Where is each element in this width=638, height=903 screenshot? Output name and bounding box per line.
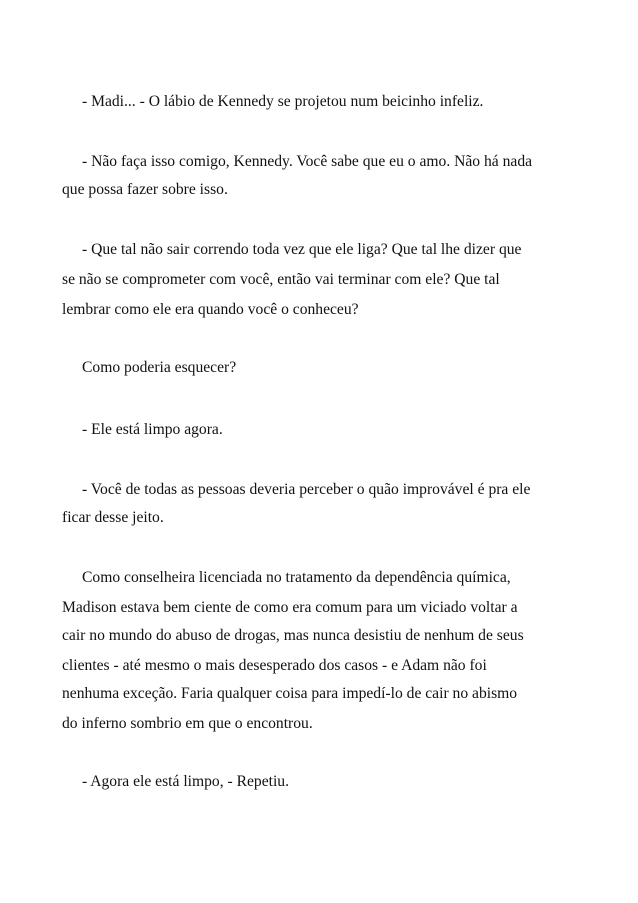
text-line: - Madi... - O lábio de Kennedy se projetou num beicinho infeliz. — [82, 93, 484, 110]
text-line: que possa fazer sobre isso. — [62, 181, 228, 198]
text-line: - Você de todas as pessoas deveria perceber o quão improvável é pra ele — [82, 481, 531, 498]
text-line: Como conselheira licenciada no tratamento da dependência química, — [82, 569, 511, 586]
text-line: - Agora ele está limpo, - Repetiu. — [82, 773, 289, 790]
text-line: clientes - até mesmo o mais desesperado dos casos - e Adam não foi — [62, 657, 487, 674]
text-line: - Que tal não sair correndo toda vez que ele liga? Que tal lhe dizer que — [82, 241, 522, 258]
text-line: ficar desse jeito. — [62, 509, 164, 526]
text-line: do inferno sombrio em que o encontrou. — [62, 715, 313, 732]
text-line: lembrar como ele era quando você o conheceu? — [62, 301, 359, 318]
text-line: nenhuma exceção. Faria qualquer coisa para impedí-lo de cair no abismo — [62, 685, 518, 702]
text-line: cair no mundo do abuso de drogas, mas nunca desistiu de nenhum de seus — [62, 627, 524, 644]
text-line: - Ele está limpo agora. — [82, 421, 223, 438]
text-line: - Não faça isso comigo, Kennedy. Você sabe que eu o amo. Não há nada — [82, 153, 533, 170]
text-line: se não se comprometer com você, então vai terminar com ele? Que tal — [62, 271, 500, 288]
text-line: Como poderia esquecer? — [82, 359, 237, 376]
text-line: Madison estava bem ciente de como era comum para um viciado voltar a — [62, 599, 518, 616]
